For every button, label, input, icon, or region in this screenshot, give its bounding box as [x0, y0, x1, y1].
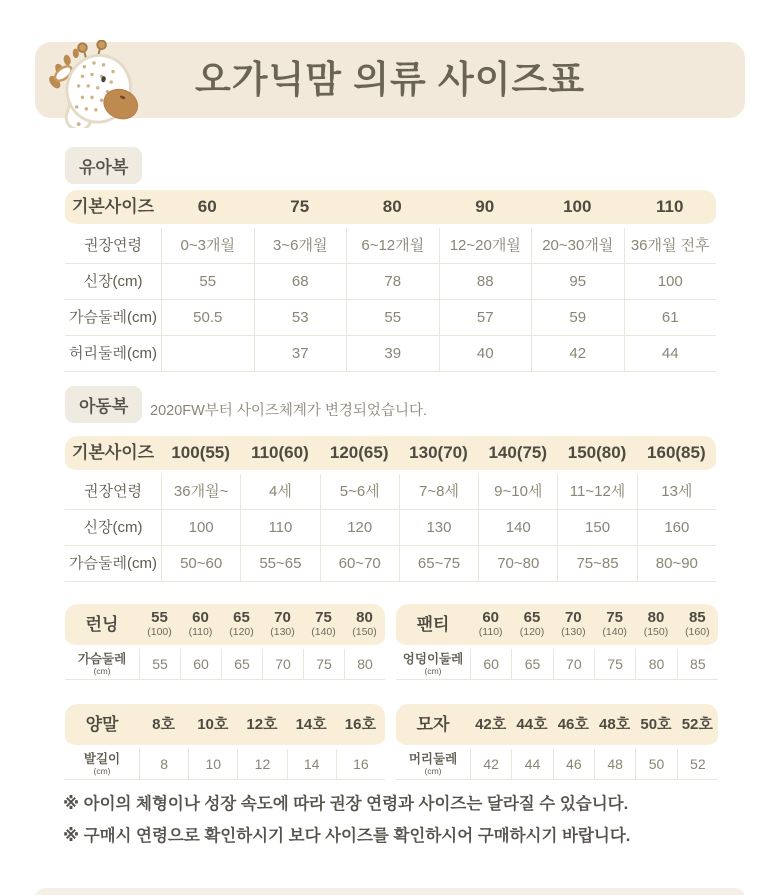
value-cell: 150 — [557, 510, 636, 546]
value-cell: 60~70 — [320, 546, 399, 582]
value-cell: 120 — [320, 510, 399, 546]
value-cell: 80 — [344, 649, 385, 680]
value-cell: 57 — [439, 300, 532, 336]
value-cell: 36개월~ — [161, 474, 240, 510]
value-cell: 20~30개월 — [531, 228, 624, 264]
value-cell: 85 — [677, 649, 718, 680]
table-row — [65, 228, 716, 264]
table-title-cell: 팬티 — [396, 604, 470, 649]
header-row — [65, 704, 385, 749]
column-header: 75 (140) — [303, 604, 344, 649]
running-size-table — [65, 604, 385, 680]
table-title-cell: 런닝 — [65, 604, 139, 649]
value-cell: 9~10세 — [478, 474, 557, 510]
value-cell: 52 — [677, 749, 718, 780]
footnote-line: ※ 아이의 체형이나 성장 속도에 따라 권장 연령과 사이즈는 달라질 수 있습니다. — [63, 795, 629, 813]
value-cell: 12~20개월 — [439, 228, 532, 264]
header-row — [396, 704, 718, 749]
table-row — [65, 264, 716, 300]
table-row — [396, 649, 718, 680]
value-cell: 110 — [240, 510, 319, 546]
value-cell: 12 — [237, 749, 286, 780]
table-title-cell: 기본사이즈 — [65, 190, 161, 228]
value-cell: 50 — [635, 749, 676, 780]
table-title-cell: 기본사이즈 — [65, 436, 161, 474]
hat-size-table — [396, 704, 718, 780]
value-cell: 46 — [553, 749, 594, 780]
infant-size-table — [65, 190, 716, 372]
value-cell: 5~6세 — [320, 474, 399, 510]
table-row — [65, 300, 716, 336]
header-row — [396, 604, 718, 649]
header-row — [65, 190, 716, 228]
column-header: 8호 — [139, 704, 188, 749]
column-header: 120(65) — [320, 436, 399, 474]
value-cell: 80 — [635, 649, 676, 680]
size-table — [65, 604, 385, 680]
column-header: 60 — [161, 190, 254, 228]
column-header: 100(55) — [161, 436, 240, 474]
value-cell: 60 — [470, 649, 511, 680]
row-label: 신장(cm) — [65, 264, 161, 300]
value-cell: 78 — [346, 264, 439, 300]
value-cell: 88 — [439, 264, 532, 300]
column-header: 90 — [439, 190, 532, 228]
header-row — [65, 604, 385, 649]
table-row — [65, 649, 385, 680]
value-cell: 61 — [624, 300, 717, 336]
value-cell: 130 — [399, 510, 478, 546]
value-cell: 55~65 — [240, 546, 319, 582]
column-header: 80 — [346, 190, 439, 228]
table-row — [65, 474, 716, 510]
value-cell: 65 — [221, 649, 262, 680]
value-cell: 42 — [531, 336, 624, 372]
column-header: 60 (110) — [180, 604, 221, 649]
value-cell: 80~90 — [637, 546, 716, 582]
value-cell: 65~75 — [399, 546, 478, 582]
value-cell: 39 — [346, 336, 439, 372]
value-cell: 53 — [254, 300, 347, 336]
row-label: 신장(cm) — [65, 510, 161, 546]
value-cell: 75 — [303, 649, 344, 680]
column-header: 65 (120) — [511, 604, 552, 649]
giraffe-mascot-icon — [38, 40, 148, 128]
value-cell: 8 — [139, 749, 188, 780]
row-label: 가슴둘레(cm) — [65, 546, 161, 582]
value-cell: 75~85 — [557, 546, 636, 582]
header-row — [65, 436, 716, 474]
section-badge-infant: 유아복 — [65, 147, 142, 184]
column-header: 52호 — [677, 704, 718, 749]
size-table — [65, 190, 716, 372]
next-section-edge — [35, 888, 745, 895]
column-header: 160(85) — [637, 436, 716, 474]
column-header: 70 (130) — [262, 604, 303, 649]
kids-size-table — [65, 436, 716, 582]
kids-size-change-note: 2020FW부터 사이즈체계가 변경되었습니다. — [150, 403, 427, 419]
footnotes — [63, 788, 743, 852]
size-table — [65, 704, 385, 780]
value-cell: 140 — [478, 510, 557, 546]
column-header: 55 (100) — [139, 604, 180, 649]
value-cell: 3~6개월 — [254, 228, 347, 264]
value-cell: 65 — [511, 649, 552, 680]
column-header: 80 (150) — [344, 604, 385, 649]
column-header: 44호 — [511, 704, 552, 749]
section-badge-kids: 아동복 — [65, 386, 142, 423]
value-cell: 70~80 — [478, 546, 557, 582]
value-cell: 75 — [594, 649, 635, 680]
value-cell: 60 — [180, 649, 221, 680]
value-cell: 48 — [594, 749, 635, 780]
table-row — [396, 749, 718, 780]
panty-size-table — [396, 604, 718, 680]
value-cell: 59 — [531, 300, 624, 336]
column-header: 75 — [254, 190, 347, 228]
column-header: 140(75) — [478, 436, 557, 474]
table-row — [65, 749, 385, 780]
column-header: 110(60) — [240, 436, 319, 474]
row-label: 머리둘레 (cm) — [396, 749, 470, 780]
column-header: 75 (140) — [594, 604, 635, 649]
column-header: 65 (120) — [221, 604, 262, 649]
row-label: 가슴둘레 (cm) — [65, 649, 139, 680]
column-header: 12호 — [237, 704, 286, 749]
value-cell: 42 — [470, 749, 511, 780]
row-label: 권장연령 — [65, 228, 161, 264]
value-cell: 36개월 전후 — [624, 228, 717, 264]
column-header: 46호 — [553, 704, 594, 749]
value-cell: 95 — [531, 264, 624, 300]
table-title-cell: 모자 — [396, 704, 470, 749]
column-header: 10호 — [188, 704, 237, 749]
socks-size-table — [65, 704, 385, 780]
column-header: 42호 — [470, 704, 511, 749]
value-cell: 37 — [254, 336, 347, 372]
row-label: 가슴둘레(cm) — [65, 300, 161, 336]
value-cell: 55 — [161, 264, 254, 300]
row-label: 허리둘레(cm) — [65, 336, 161, 372]
table-row — [65, 510, 716, 546]
column-header: 14호 — [287, 704, 336, 749]
value-cell: 40 — [439, 336, 532, 372]
column-header: 48호 — [594, 704, 635, 749]
column-header: 100 — [531, 190, 624, 228]
column-header: 150(80) — [557, 436, 636, 474]
column-header: 50호 — [635, 704, 676, 749]
value-cell: 44 — [511, 749, 552, 780]
value-cell: 50.5 — [161, 300, 254, 336]
row-label: 발길이 (cm) — [65, 749, 139, 780]
row-label: 권장연령 — [65, 474, 161, 510]
value-cell: 100 — [161, 510, 240, 546]
table-row — [65, 546, 716, 582]
column-header: 85 (160) — [677, 604, 718, 649]
table-title-cell: 양말 — [65, 704, 139, 749]
value-cell: 50~60 — [161, 546, 240, 582]
value-cell: 44 — [624, 336, 717, 372]
row-label: 엉덩이둘레 (cm) — [396, 649, 470, 680]
value-cell: 55 — [346, 300, 439, 336]
column-header: 130(70) — [399, 436, 478, 474]
value-cell: 10 — [188, 749, 237, 780]
value-cell: 100 — [624, 264, 717, 300]
value-cell: 11~12세 — [557, 474, 636, 510]
value-cell: 14 — [287, 749, 336, 780]
size-table — [396, 704, 718, 780]
value-cell: 16 — [336, 749, 385, 780]
table-row — [65, 336, 716, 372]
column-header: 110 — [624, 190, 717, 228]
size-table — [65, 436, 716, 582]
page-title: 오가닉맘 의류 사이즈표 — [195, 59, 585, 100]
value-cell: 160 — [637, 510, 716, 546]
value-cell: 55 — [139, 649, 180, 680]
footnote-line: ※ 구매시 연령으로 확인하시기 보다 사이즈를 확인하시어 구매하시기 바랍니다. — [63, 827, 631, 845]
value-cell: 0~3개월 — [161, 228, 254, 264]
value-cell: 7~8세 — [399, 474, 478, 510]
value-cell: 4세 — [240, 474, 319, 510]
column-header: 80 (150) — [635, 604, 676, 649]
value-cell: 70 — [553, 649, 594, 680]
column-header: 70 (130) — [553, 604, 594, 649]
value-cell: 6~12개월 — [346, 228, 439, 264]
column-header: 16호 — [336, 704, 385, 749]
value-cell: 70 — [262, 649, 303, 680]
column-header: 60 (110) — [470, 604, 511, 649]
size-table — [396, 604, 718, 680]
value-cell: 13세 — [637, 474, 716, 510]
value-cell: 68 — [254, 264, 347, 300]
value-cell — [161, 336, 254, 372]
